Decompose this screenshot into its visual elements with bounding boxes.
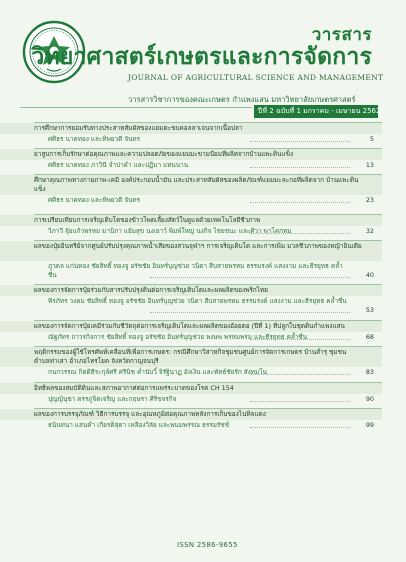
toc-article-authors: ศศิธร นาคทอง ภาวินี จำปาดำ และปฏิมา แทนนาน (48, 161, 189, 169)
toc-article-authors: ธนินทนา แสนคำ เกียรติสุดา เหลืองวิลัย และพนมพรรณ ธรรมรัชช์ (48, 421, 230, 429)
toc-article-title: ผลของการจัดการปุ๋ยเคมีร่วมกับชีวัตถุต่อการเจริญเติบโตและผลผลิตของอ้อยตอ (ปีที่ 1) ที่ปลูกในชุดดินกำแพงแสน (34, 322, 345, 330)
toc-article-title: การศึกษาการยอมรับทางประสาทสัมผัสของแยมตะขบคอลลาเจนจากเนื้อปลา (34, 124, 243, 132)
toc-rule (34, 346, 382, 347)
journal-label: วารสาร (311, 25, 372, 45)
toc-leader-dots (150, 277, 350, 278)
toc-leader-dots (250, 427, 350, 428)
toc-article-authors: ปุญญ์นุชา ดรรภูจิตเจริญ และกฤษรา ศิริขจรกิจ (48, 395, 177, 403)
journal-title-english: JOURNAL OF AGRICULTURAL SCIENCE AND MANAGEMENT (128, 73, 384, 82)
toc-page-number: 83 (365, 368, 374, 376)
toc-leader-dots (250, 374, 350, 375)
toc-article-authors: ศศิธร นาคทอง และทิพยวดี จันทร (48, 196, 141, 204)
toc-entry (0, 284, 406, 320)
journal-title: วิทยาศาสตร์เกษตรและการจัดการ (31, 44, 372, 70)
toc-article-title: ผลของการบรรจุภัณฑ์ วิธีการบรรจุ และอุณหภูมิต่อคุณภาพหลังการเก็บของไนทิลแดง (34, 410, 266, 418)
toc-entry (0, 148, 406, 174)
journal-publisher: วารสารวิชาการของคณะเกษตร กำแพงแสน มหาวิทยาลัยเกษตรศาสตร์ (128, 95, 356, 104)
toc-rule (34, 382, 382, 383)
toc-rule (34, 320, 382, 321)
toc-rule (34, 122, 382, 123)
toc-article-title: การเปรียบเทียบการเจริญเติบโตของข้าวโพดเลี้ยงสัตว์ในดูแลด้วยเทคโนโลยีชีวภาพ (34, 216, 261, 224)
toc-page-number: 68 (365, 333, 374, 341)
toc-page-number: 5 (369, 135, 374, 143)
issue-divider (20, 107, 252, 108)
toc-leader-dots (150, 312, 350, 313)
toc-entry (0, 382, 406, 408)
toc-rule (34, 214, 382, 215)
issue-badge: ปีที่ 2 ฉบับที่ 1 มกราคม - เมษายน 2562 (254, 105, 378, 118)
toc-page-number: 13 (365, 161, 374, 169)
toc-article-title: พฤติกรรมของผู้ใช้โทรศัพท์เคลื่อนที่เพื่อการเกษตร: กรณีศึกษาวิสาหกิจชุมชนศูนย์การจัดการเกษตร บ้านสำรุ ชุมชน ตำบลท่าเสา อำเภอไทรโยค จังหวัดกาญจนบุรี (34, 348, 347, 365)
toc-rule (34, 148, 382, 149)
toc-leader-dots (250, 339, 350, 340)
toc-entry (0, 240, 406, 284)
toc-entry (0, 408, 406, 434)
toc-leader-dots (250, 202, 350, 203)
toc-article-title: ผลของการจัดการปุ๋ยร่วมกับสารปรับปรุงดินต่อการเจริญเติบโตและผลผลิตของพริกไทย (34, 286, 268, 294)
toc-entry (0, 174, 406, 210)
toc-page-number: 23 (365, 196, 374, 204)
toc-article-authors: ศศิธร นาคทอง และทิพยวดี จันทร (48, 135, 141, 143)
toc-entry (0, 346, 406, 382)
toc-article-authors: ณัฐภัทร ถาวรกิจการ ชัยสิทธิ์ ทองจู อรัชชัย อินทร์บุญช่วย พงษพ พรหมพรม และธีรยุทธ คล้ำชื่น (48, 333, 308, 341)
toc-article-title: ยาสูบการเก็บรักษาต่อคุณภาพและความปลอดภัยของแยมมะขามป้อมที่ผลิตจากบ้านแพะดินแข็ง (34, 150, 294, 158)
toc-entry (0, 320, 406, 346)
toc-leader-dots (250, 167, 350, 168)
toc-article-authors: กนกวรรณ กิตติธีระกุล์ศรี ศรีนิช ค่ำนับวิ์ จิรัฐินาฏ อังเงิน และพัทธ์ชัยรัก สังทมโน (48, 368, 267, 376)
toc-article-authors: พีรภัทร วงคม ชัยสิทธิ์ ทองจู อรัชชัย อินทร์บุญช่วย วนิดา สืบสายพรหม ธรรมรงค์ แสงงาม และธีรยุทธ คล้ำชื่น (48, 297, 347, 305)
toc-rule (34, 240, 382, 241)
toc-page-number: 90 (365, 395, 374, 403)
toc-leader-dots (250, 141, 350, 142)
toc-entry (0, 122, 406, 148)
toc-rule (34, 284, 382, 285)
toc-rule (34, 408, 382, 409)
toc-page-number: 99 (365, 421, 374, 429)
toc-entry (0, 214, 406, 240)
toc-leader-dots (250, 233, 350, 234)
toc-page-number: 40 (365, 271, 374, 279)
toc-leader-dots (250, 401, 350, 402)
toc-page-number: 32 (365, 227, 374, 235)
toc-page-number: 53 (365, 306, 374, 314)
toc-article-authors: ภูวดล แก่นทอง ชัยสิทธิ์ ทองจู อรัชชัย อินทร์บุญช่วย วนิดา สืบสายพรหม ธรรมรงค์ แสงงาม และธีรยุทธ คล้ำชื่น (48, 262, 343, 279)
toc-rule (34, 174, 382, 175)
toc-article-title: ศึกษาคุณภาพทางกายภาพ-เคมี องค์ประกอบน้ำมัน และประสาทสัมผัสของผลิตภัณฑ์แยมมะละกอที่ผลิตจาก บ้านแพะดินแข็ง (34, 176, 359, 193)
toc-article-title: อิทธิพลของสมบัติดินและสภาพอากาศต่อการแพร่ระบาดของโรค CH 154 (34, 384, 234, 392)
toc-article-authors: วิภาวี จุ้ยแก้วพรหม มานิกา แย้มสุข นงเยาว์ พิมพ์ใหญ่ นงกิจ ไชยชนะ และศิวา พาโคกทม (48, 227, 292, 235)
toc-article-title: ผลของปุ๋ยอินทรีย์จากศูนย์ปรับปรุงคุณภาพน้ำเสียของสวนจุฬาฯ การเจริญเติบโต และการเพิ่ม มวลชีวภาพของหญ้าอินเดีย (34, 242, 362, 250)
issn-number: ISSN 2586-9655 (177, 541, 238, 549)
